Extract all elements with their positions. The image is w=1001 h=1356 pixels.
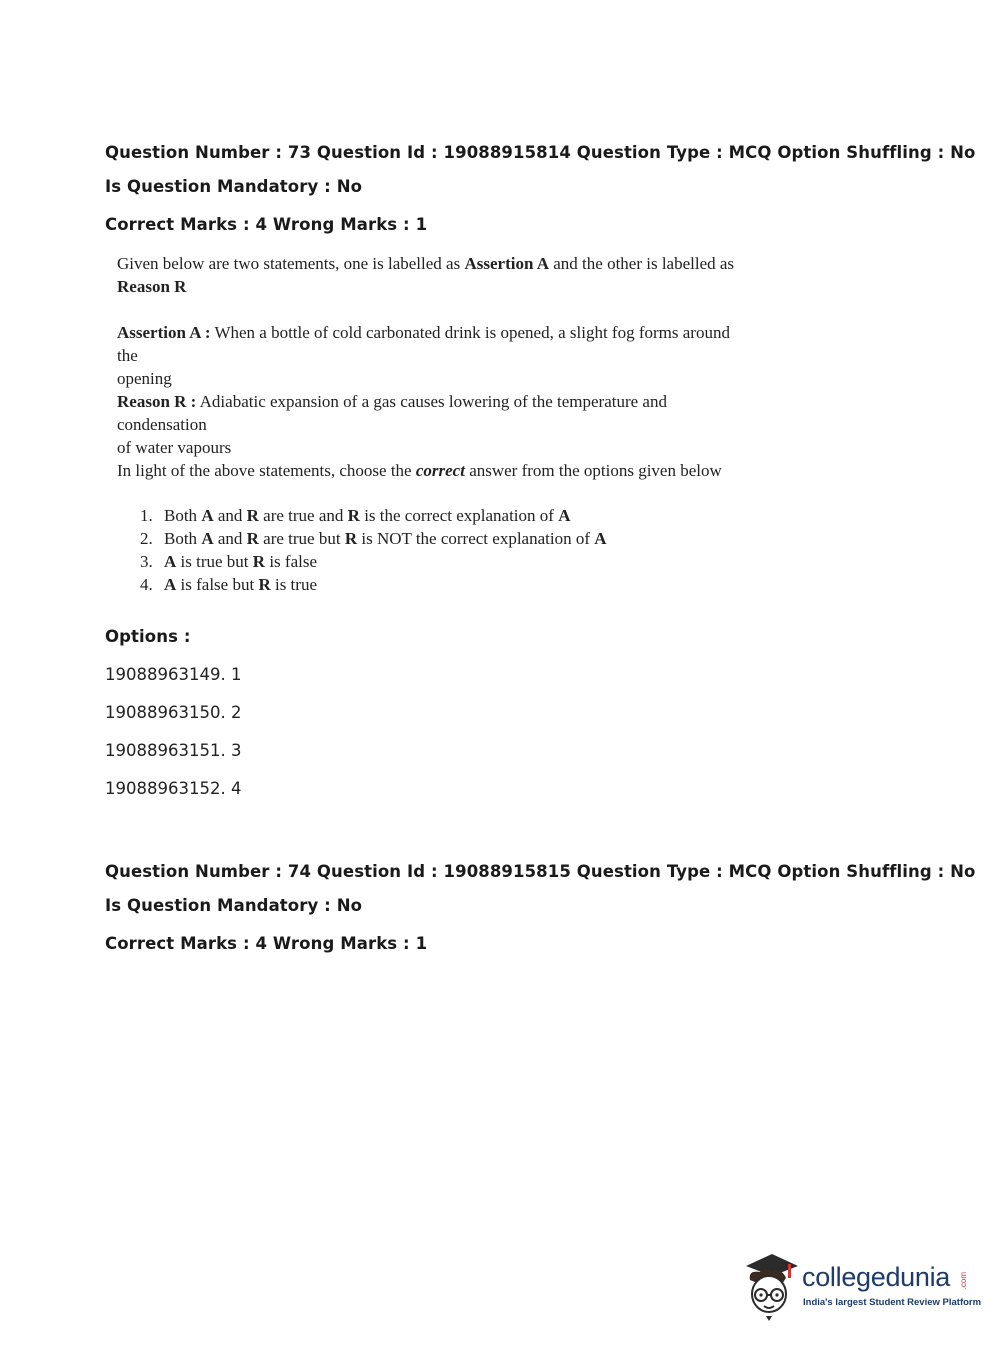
options-heading: Options : <box>105 627 191 646</box>
statement-number: 2. <box>140 529 153 548</box>
statement-number: 4. <box>140 575 153 594</box>
statement-text: Both A and R are true and R is the correct explanation of A <box>164 506 571 525</box>
statement-number: 3. <box>140 552 153 571</box>
statement-number: 1. <box>140 506 153 525</box>
statement-text: A is false but R is true <box>164 575 317 594</box>
q73-meta-line: Question Number : 73 Question Id : 19088915814 Question Type : MCQ Option Shuffling : No <box>105 143 976 162</box>
reason-statement: Reason R : Adiabatic expansion of a gas causes lowering of the temperature and condensation of water vapours <box>117 392 667 457</box>
question-intro: Given below are two statements, one is labelled as Assertion A and the other is labelled as Reason R <box>117 254 735 296</box>
answer-statement <box>140 504 607 527</box>
q74-marks: Correct Marks : 4 Wrong Marks : 1 <box>105 934 428 953</box>
logo-suffix: .com <box>959 1272 968 1290</box>
student-mascot-icon <box>742 1250 802 1322</box>
answer-statement <box>140 550 607 573</box>
option-item-4: 19088963152. 4 <box>105 779 242 798</box>
q73-marks: Correct Marks : 4 Wrong Marks : 1 <box>105 215 428 234</box>
assertion-statement: Assertion A : When a bottle of cold carbonated drink is opened, a slight fog forms around the opening <box>117 323 730 388</box>
q73-mandatory: Is Question Mandatory : No <box>105 177 363 196</box>
statement-text: A is true but R is false <box>164 552 317 571</box>
collegedunia-logo <box>742 1250 982 1322</box>
option-item-3: 19088963151. 3 <box>105 741 242 760</box>
option-item-1: 19088963149. 1 <box>105 665 242 684</box>
option-item-2: 19088963150. 2 <box>105 703 242 722</box>
q74-mandatory: Is Question Mandatory : No <box>105 896 363 915</box>
instruction: In light of the above statements, choose the correct answer from the options given below <box>117 461 722 480</box>
answer-statements <box>140 504 607 596</box>
answer-statement <box>140 573 607 596</box>
answer-statement <box>140 527 607 550</box>
statement-text: Both A and R are true but R is NOT the correct explanation of A <box>164 529 607 548</box>
logo-tagline: India's largest Student Review Platform <box>803 1297 982 1308</box>
q74-meta-line: Question Number : 74 Question Id : 19088915815 Question Type : MCQ Option Shuffling : No <box>105 862 976 881</box>
logo-wordmark: collegedunia <box>802 1262 951 1292</box>
